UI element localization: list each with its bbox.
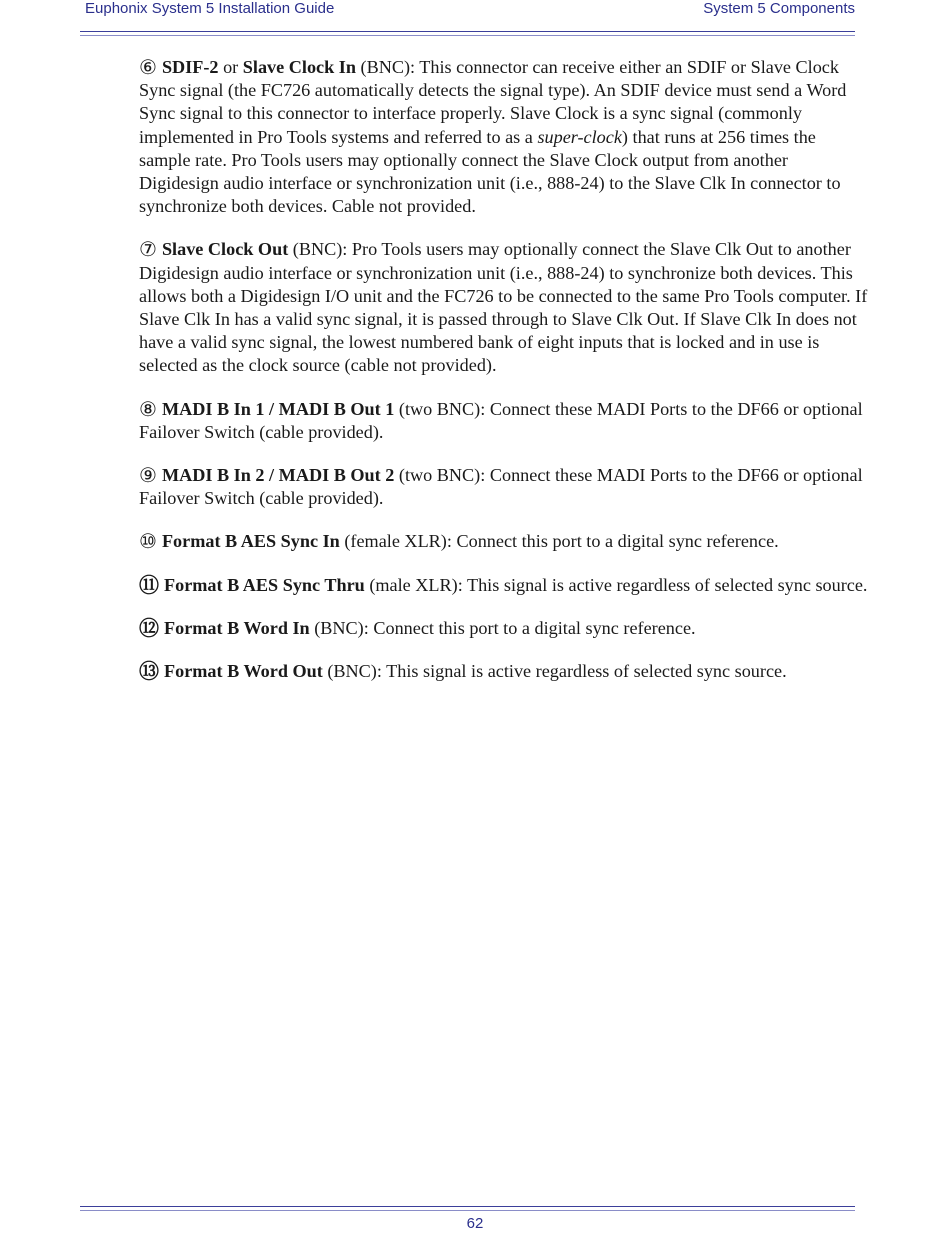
item-madi-b-1 — [139, 398, 869, 444]
item-term: MADI B In 1 / MADI B Out 1 — [161, 398, 395, 419]
item-term: MADI B In 2 / MADI B Out 2 — [161, 465, 395, 486]
item-term: SDIF-2 — [161, 57, 219, 77]
section-title: System 5 Components — [703, 0, 855, 17]
item-aes-sync-in — [139, 530, 869, 553]
item-term: Format B AES Sync In — [161, 531, 340, 552]
page-number: 62 — [466, 1215, 484, 1232]
callout-number-6: ⑥ — [139, 55, 157, 79]
document-title: Euphonix System 5 Installation Guide — [85, 0, 335, 17]
item-text: or — [218, 57, 243, 77]
item-madi-b-2 — [139, 464, 869, 510]
page-body — [139, 56, 869, 703]
item-term: Format B Word Out — [164, 661, 323, 682]
item-text: (BNC): This signal is active regardless of selected sync source. — [322, 661, 787, 682]
item-aes-sync-thru — [139, 574, 869, 597]
footer-rule — [80, 1206, 855, 1207]
page-header — [85, 0, 855, 20]
callout-number-12: ⑫ — [139, 615, 159, 640]
item-word-in — [139, 617, 869, 640]
item-text: (male XLR): This signal is active regardless of selected sync source. — [364, 574, 868, 595]
item-emphasis: super-clock — [537, 126, 622, 147]
item-term: Slave Clock Out — [161, 239, 289, 260]
item-text: (two BNC): Connect these MADI Ports to the DF66 or optional Failover Switch (cable provided). — [139, 465, 863, 509]
item-text: ) that runs at 256 times the sample rate. Pro Tools users may optionally connect the Slave Clock output from another Digidesign audio interface or synchronization unit (i.e., 888-24) to the Slave Clk In connector to synchronize both devices. Cable not provided. — [139, 126, 841, 217]
item-text: (BNC): This connector can receive either an SDIF or Slave Clock Sync signal (the FC726 automatically detects the signal type). An SDIF device must send a Word Sync signal to this connector to interface properly. Slave Clock is a sync signal (commonly implemented in Pro Tools systems and referred to as a — [139, 57, 847, 147]
callout-number-8: ⑧ — [139, 396, 157, 421]
item-term: Slave Clock In — [242, 57, 356, 77]
callout-number-9: ⑨ — [139, 463, 157, 488]
callout-number-11: ⑪ — [139, 572, 159, 597]
header-rule — [80, 31, 855, 32]
callout-number-13: ⑬ — [139, 659, 159, 684]
item-sdif2-slave-clock-in — [139, 56, 869, 218]
item-text: (BNC): Pro Tools users may optionally connect the Slave Clk Out to another Digidesign audio interface or synchronization unit (i.e., 888-24) to synchronize both devices. This allows both a Digidesign I/O unit and the FC726 to be connected to the same Pro Tools computer. If Slave Clk In has a valid sync signal, it is passed through to Slave Clk Out. If Slave Clk In does not have a valid sync signal, the lowest numbered bank of eight inputs that is locked and in use is selected as the clock source (cable not provided). — [139, 239, 868, 376]
item-term: Format B AES Sync Thru — [164, 574, 365, 595]
item-text: (BNC): Connect this port to a digital sync reference. — [309, 617, 696, 638]
item-slave-clock-out — [139, 238, 869, 377]
callout-number-7: ⑦ — [139, 237, 157, 262]
item-term: Format B Word In — [164, 617, 310, 638]
item-text: (two BNC): Connect these MADI Ports to the DF66 or optional Failover Switch (cable provided). — [139, 398, 863, 442]
item-text: (female XLR): Connect this port to a digital sync reference. — [339, 531, 779, 552]
callout-number-10: ⑩ — [139, 529, 157, 554]
item-word-out — [139, 660, 869, 683]
